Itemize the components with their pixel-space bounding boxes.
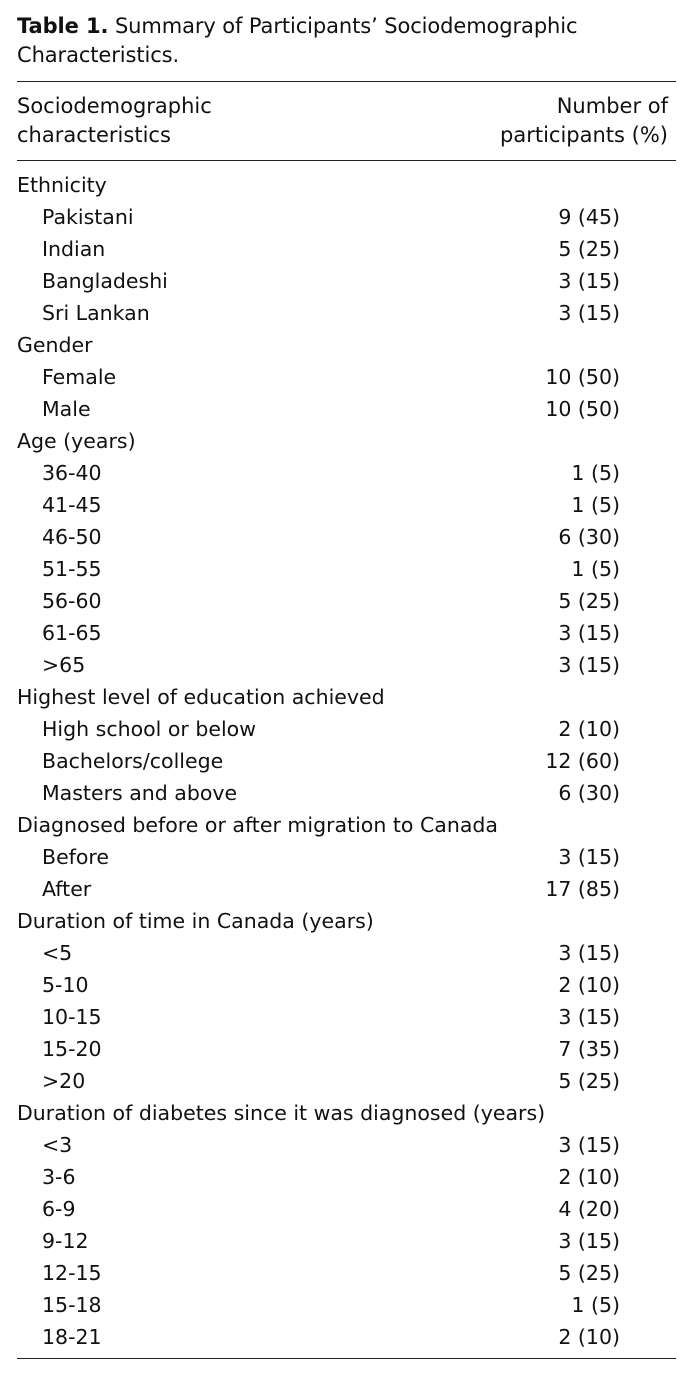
row-label: <3	[42, 1133, 73, 1157]
category-row	[17, 170, 620, 202]
category-row	[17, 810, 620, 842]
row-label: 10-15	[42, 1005, 102, 1029]
table-row	[17, 554, 620, 586]
table-row	[17, 1002, 620, 1034]
row-value: 5 (25)	[558, 237, 620, 261]
category-row	[17, 906, 620, 938]
category-row	[17, 426, 620, 458]
category-label: Gender	[17, 333, 93, 357]
row-label: Bangladeshi	[42, 269, 168, 293]
table-row	[17, 1226, 620, 1258]
row-label: <5	[42, 941, 73, 965]
row-label: 41-45	[42, 493, 102, 517]
row-value: 6 (30)	[558, 781, 620, 805]
row-value: 10 (50)	[545, 365, 620, 389]
category-label: Duration of diabetes since it was diagnosed (years)	[17, 1101, 546, 1125]
header-rule	[17, 160, 676, 161]
category-label: Age (years)	[17, 429, 136, 453]
row-value: 7 (35)	[558, 1037, 620, 1061]
row-label: 18-21	[42, 1325, 102, 1349]
row-label: 6-9	[42, 1197, 76, 1221]
table-row	[17, 874, 620, 906]
row-value: 2 (10)	[558, 1165, 620, 1189]
row-value: 4 (20)	[558, 1197, 620, 1221]
category-label: Diagnosed before or after migration to Canada	[17, 813, 498, 837]
table-row	[17, 234, 620, 266]
column-header-participants-line2: participants (%)	[500, 123, 668, 147]
row-label: High school or below	[42, 717, 256, 741]
table-row	[17, 650, 620, 682]
row-label: 5-10	[42, 973, 89, 997]
row-value: 2 (10)	[558, 1325, 620, 1349]
row-label: Before	[42, 845, 110, 869]
table-row	[17, 522, 620, 554]
table-row	[17, 394, 620, 426]
row-label: >20	[42, 1069, 86, 1093]
row-value: 17 (85)	[545, 877, 620, 901]
row-value: 3 (15)	[558, 269, 620, 293]
table-row	[17, 1290, 620, 1322]
column-header-characteristics-line2: characteristics	[17, 123, 171, 147]
table-row	[17, 618, 620, 650]
table-title: Summary of Participants’ Sociodemographic Characteristics.	[17, 14, 578, 67]
row-value: 5 (25)	[558, 589, 620, 613]
table-row	[17, 266, 620, 298]
table-row	[17, 746, 620, 778]
row-label: >65	[42, 653, 86, 677]
row-label: Female	[42, 365, 117, 389]
row-value: 9 (45)	[558, 205, 620, 229]
table-row	[17, 1162, 620, 1194]
category-label: Highest level of education achieved	[17, 685, 385, 709]
row-label: 15-20	[42, 1037, 102, 1061]
table-row	[17, 1258, 620, 1290]
row-value: 3 (15)	[558, 941, 620, 965]
row-value: 1 (5)	[571, 1293, 620, 1317]
row-label: 56-60	[42, 589, 102, 613]
column-header-participants-line1: Number of	[556, 94, 668, 118]
category-label: Ethnicity	[17, 173, 107, 197]
row-value: 5 (25)	[558, 1069, 620, 1093]
row-value: 2 (10)	[558, 717, 620, 741]
table-row	[17, 490, 620, 522]
row-label: Male	[42, 397, 91, 421]
row-value: 3 (15)	[558, 845, 620, 869]
category-row	[17, 1098, 620, 1130]
row-value: 3 (15)	[558, 1133, 620, 1157]
row-value: 10 (50)	[545, 397, 620, 421]
row-label: After	[42, 877, 92, 901]
table-row	[17, 586, 620, 618]
table-row	[17, 202, 620, 234]
row-label: 9-12	[42, 1229, 89, 1253]
table-row	[17, 1034, 620, 1066]
row-label: 36-40	[42, 461, 102, 485]
row-label: 46-50	[42, 525, 102, 549]
table-row	[17, 938, 620, 970]
table-row	[17, 714, 620, 746]
row-label: 51-55	[42, 557, 102, 581]
column-header-characteristics	[17, 92, 212, 150]
row-value: 3 (15)	[558, 301, 620, 325]
row-label: 3-6	[42, 1165, 76, 1189]
table-row	[17, 778, 620, 810]
table-row	[17, 1194, 620, 1226]
table-row	[17, 842, 620, 874]
row-label: Sri Lankan	[42, 301, 150, 325]
table-number: Table 1.	[17, 14, 109, 38]
table-body	[17, 170, 620, 1354]
row-value: 5 (25)	[558, 1261, 620, 1285]
row-label: Indian	[42, 237, 106, 261]
row-value: 3 (15)	[558, 621, 620, 645]
table-row	[17, 362, 620, 394]
column-header-participants	[500, 92, 668, 150]
row-label: Masters and above	[42, 781, 238, 805]
row-label: 12-15	[42, 1261, 102, 1285]
row-value: 1 (5)	[571, 557, 620, 581]
category-row	[17, 330, 620, 362]
table-row	[17, 970, 620, 1002]
row-value: 3 (15)	[558, 1229, 620, 1253]
row-value: 1 (5)	[571, 461, 620, 485]
table-row	[17, 298, 620, 330]
top-rule	[17, 81, 676, 82]
table-row	[17, 458, 620, 490]
row-label: Pakistani	[42, 205, 134, 229]
row-value: 6 (30)	[558, 525, 620, 549]
row-value: 3 (15)	[558, 1005, 620, 1029]
row-label: 15-18	[42, 1293, 102, 1317]
table-row	[17, 1130, 620, 1162]
row-value: 12 (60)	[545, 749, 620, 773]
table-caption	[17, 12, 657, 70]
row-label: 61-65	[42, 621, 102, 645]
row-value: 2 (10)	[558, 973, 620, 997]
column-header-characteristics-line1: Sociodemographic	[17, 94, 212, 118]
row-value: 3 (15)	[558, 653, 620, 677]
row-value: 1 (5)	[571, 493, 620, 517]
category-label: Duration of time in Canada (years)	[17, 909, 374, 933]
category-row	[17, 682, 620, 714]
table-row	[17, 1066, 620, 1098]
table-row	[17, 1322, 620, 1354]
bottom-rule	[17, 1358, 676, 1359]
row-label: Bachelors/college	[42, 749, 224, 773]
